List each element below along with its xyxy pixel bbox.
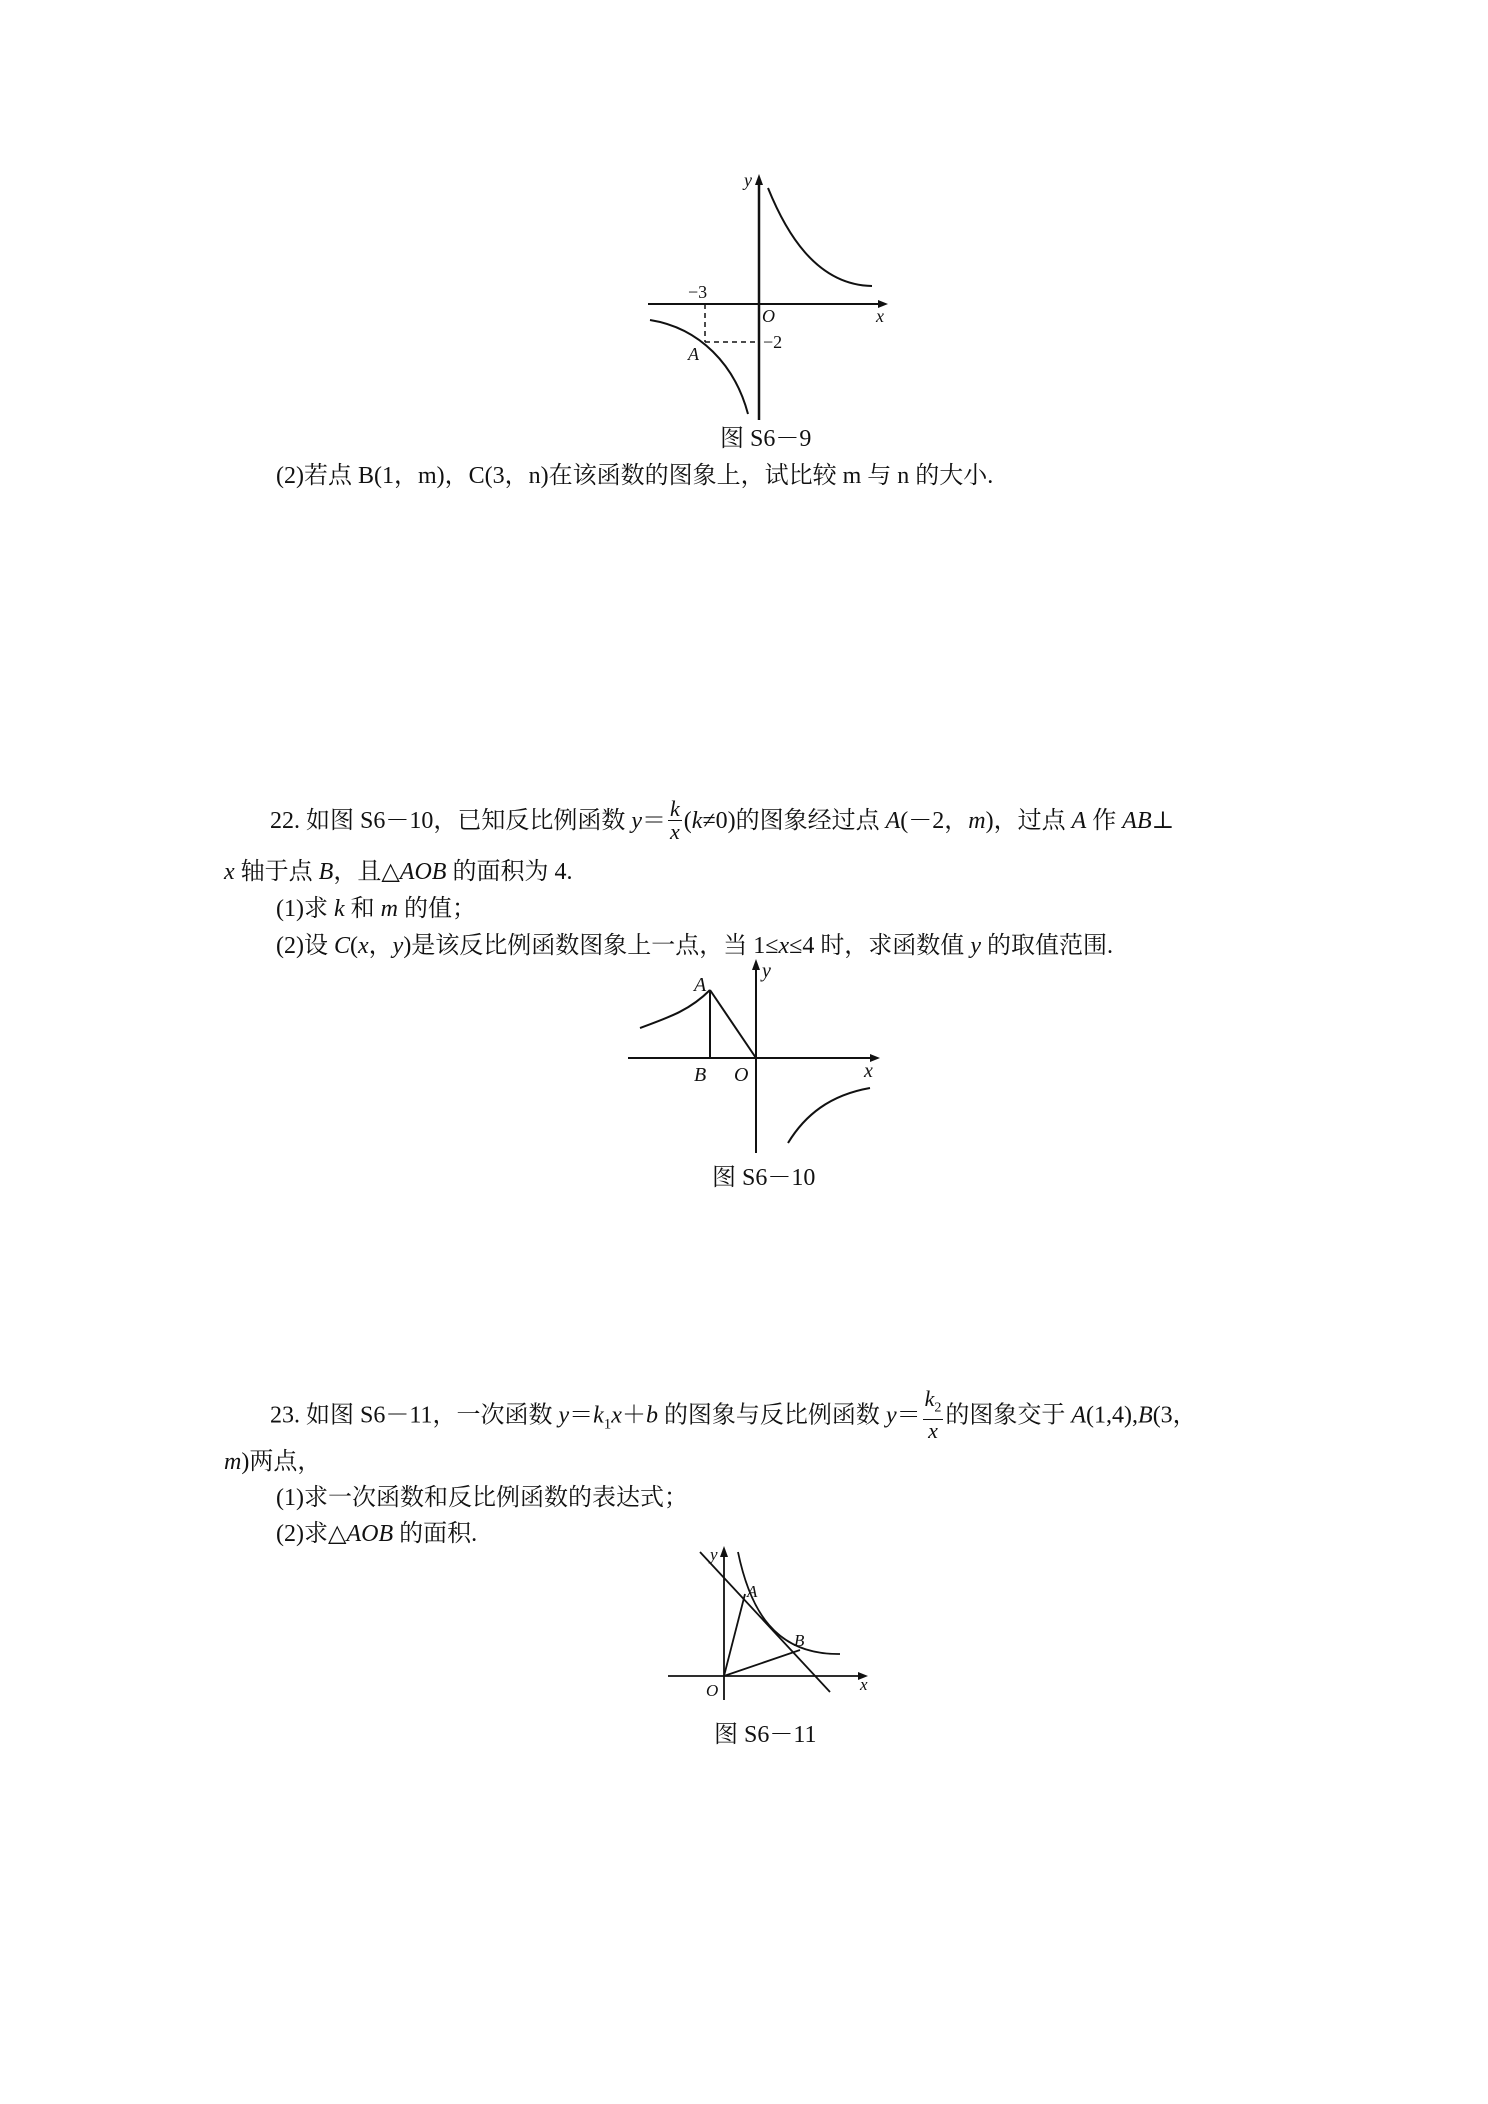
segment-ob bbox=[724, 1650, 800, 1676]
segment-oa bbox=[724, 1594, 745, 1676]
q22-equals: ＝ bbox=[642, 808, 667, 835]
q23-part2 bbox=[276, 1518, 477, 1550]
q23-subscript-1: 1 bbox=[603, 1416, 612, 1433]
axis-label-y: y bbox=[710, 1545, 718, 1564]
q23-plus: ＋ bbox=[621, 1402, 646, 1429]
origin-label: O bbox=[762, 306, 775, 326]
figure-s6-9-graph bbox=[640, 170, 900, 430]
figure-caption-s6-9: 图 S6－9 bbox=[720, 426, 812, 452]
hyperbola-branch-q4 bbox=[788, 1088, 870, 1143]
q23-var-m: m bbox=[224, 1449, 242, 1475]
hyperbola-branch bbox=[738, 1552, 840, 1654]
q22-point-a: A bbox=[885, 808, 901, 835]
linear-function-line bbox=[700, 1552, 830, 1692]
q22-text: 轴于点 bbox=[234, 859, 319, 885]
q23-equals: ＝ bbox=[896, 1402, 921, 1429]
q22-var-y: y bbox=[970, 933, 981, 959]
y-axis-arrow bbox=[755, 174, 763, 185]
q23-var-y: y bbox=[558, 1402, 570, 1429]
q22-text: (2)设 bbox=[276, 933, 334, 959]
figure-s6-9 bbox=[640, 170, 900, 430]
q22-line2 bbox=[224, 856, 572, 888]
q22-var-x: x bbox=[778, 933, 790, 959]
axis-label-x: x bbox=[860, 1675, 868, 1694]
tick-label-neg2: −2 bbox=[763, 332, 783, 352]
q22-text: 和 bbox=[344, 896, 381, 922]
fraction-denominator: x bbox=[670, 819, 680, 844]
q22-var-k: k bbox=[691, 808, 703, 835]
q22-var-x: x bbox=[358, 933, 369, 959]
q22-text: 的值； bbox=[397, 896, 476, 922]
q22-perp-symbol: ⊥ bbox=[1151, 808, 1175, 835]
q22-var-k: k bbox=[333, 896, 345, 922]
point-label-b: B bbox=[694, 1064, 707, 1086]
q22-point-c: C bbox=[333, 933, 350, 959]
q22-var-y: y bbox=[392, 933, 404, 959]
q23-text: 23. 如图 S6－11，一次函数 bbox=[270, 1402, 559, 1429]
q23-var-x: x bbox=[611, 1402, 622, 1429]
q22-text: 的面积为 4. bbox=[446, 859, 573, 885]
q22-text: 的取值范围. bbox=[980, 933, 1113, 959]
q22-segment-ab: AB bbox=[1122, 808, 1152, 835]
q23-line2 bbox=[224, 1446, 321, 1478]
point-label-a: A bbox=[747, 1582, 758, 1601]
q23-line1 bbox=[270, 1386, 1197, 1444]
fraction-k: k bbox=[924, 1386, 935, 1411]
figure-caption-s6-10: 图 S6－10 bbox=[712, 1165, 816, 1191]
q22-text: 22. 如图 S6－10，已知反比例函数 bbox=[270, 808, 632, 835]
axis-label-x: x bbox=[876, 306, 884, 326]
q23-text: (2)求△ bbox=[276, 1521, 347, 1547]
q22-text: ( bbox=[350, 933, 358, 959]
figure-s6-10-graph bbox=[620, 955, 890, 1160]
y-axis-arrow bbox=[752, 959, 760, 970]
q23-coord-b: (3， bbox=[1152, 1402, 1197, 1429]
q22-text: (1)求 bbox=[276, 896, 334, 922]
fraction-k2-over-x bbox=[923, 1388, 944, 1442]
q22-text: ( bbox=[683, 808, 692, 835]
axis-label-y: y bbox=[744, 170, 752, 190]
q22-point-a: A bbox=[1071, 808, 1087, 835]
origin-label: O bbox=[706, 1681, 719, 1700]
q22-text: ， bbox=[368, 933, 393, 959]
q23-var-b: b bbox=[645, 1402, 658, 1429]
hyperbola-branch-q1 bbox=[768, 188, 872, 286]
q23-text: 的面积. bbox=[393, 1521, 478, 1547]
fraction-numerator: k bbox=[670, 796, 680, 821]
q22-line1 bbox=[270, 796, 1175, 845]
q22-point-b: B bbox=[318, 859, 334, 885]
q23-coord-a: (1,4), bbox=[1086, 1402, 1139, 1429]
segment-ao bbox=[710, 990, 756, 1058]
fraction-k-over-x bbox=[668, 798, 682, 843]
axis-label-y: y bbox=[762, 960, 771, 982]
q22-var-y: y bbox=[631, 808, 643, 835]
figure-caption-s6-11: 图 S6－11 bbox=[714, 1722, 817, 1748]
axis-label-x: x bbox=[864, 1060, 873, 1082]
q21-part2: (2)若点 B(1，m)，C(3，n)在该函数的图象上，试比较 m 与 n 的大小. bbox=[276, 463, 994, 489]
q23-text: 的图象与反比例函数 bbox=[657, 1402, 886, 1429]
fraction-denominator: x bbox=[928, 1418, 938, 1444]
q23-var-y: y bbox=[885, 1402, 897, 1429]
point-label-a: A bbox=[694, 974, 707, 996]
q23-point-a: A bbox=[1071, 1402, 1087, 1429]
q22-text: )，过点 bbox=[985, 808, 1072, 835]
y-axis-arrow bbox=[720, 1546, 728, 1557]
origin-label: O bbox=[734, 1064, 749, 1086]
q22-text: 作 bbox=[1086, 808, 1123, 835]
point-label-a: A bbox=[688, 344, 699, 364]
fraction-subscript-2: 2 bbox=[934, 1400, 942, 1416]
q23-triangle-aob: AOB bbox=[346, 1521, 394, 1547]
q23-equals: ＝ bbox=[569, 1402, 594, 1429]
figure-s6-11-graph bbox=[660, 1540, 880, 1705]
q22-text: ≤4 时，求函数值 bbox=[789, 933, 971, 959]
hyperbola-branch-q3 bbox=[650, 320, 748, 414]
q22-text: ≠0)的图象经过点 bbox=[702, 808, 886, 835]
fraction-numerator bbox=[923, 1388, 944, 1420]
figure-s6-10 bbox=[620, 955, 890, 1160]
q22-triangle-aob: AOB bbox=[399, 859, 447, 885]
q22-text: )是该反比例函数图象上一点，当 1≤ bbox=[403, 933, 779, 959]
q22-text: (－2， bbox=[900, 808, 969, 835]
q23-text: )两点， bbox=[241, 1449, 322, 1475]
q22-var-m: m bbox=[380, 896, 398, 922]
q22-text: ，且△ bbox=[333, 859, 400, 885]
q23-var-k1: k bbox=[593, 1402, 604, 1429]
point-label-b: B bbox=[794, 1631, 805, 1650]
q23-point-b: B bbox=[1138, 1402, 1153, 1429]
tick-label-neg3: −3 bbox=[688, 282, 708, 302]
figure-s6-11 bbox=[660, 1540, 880, 1705]
q23-part1: (1)求一次函数和反比例函数的表达式； bbox=[276, 1485, 688, 1511]
q22-var-x: x bbox=[224, 859, 235, 885]
q23-text: 的图象交于 bbox=[945, 1402, 1072, 1429]
q22-part1 bbox=[276, 893, 476, 925]
q22-var-m: m bbox=[968, 808, 986, 835]
